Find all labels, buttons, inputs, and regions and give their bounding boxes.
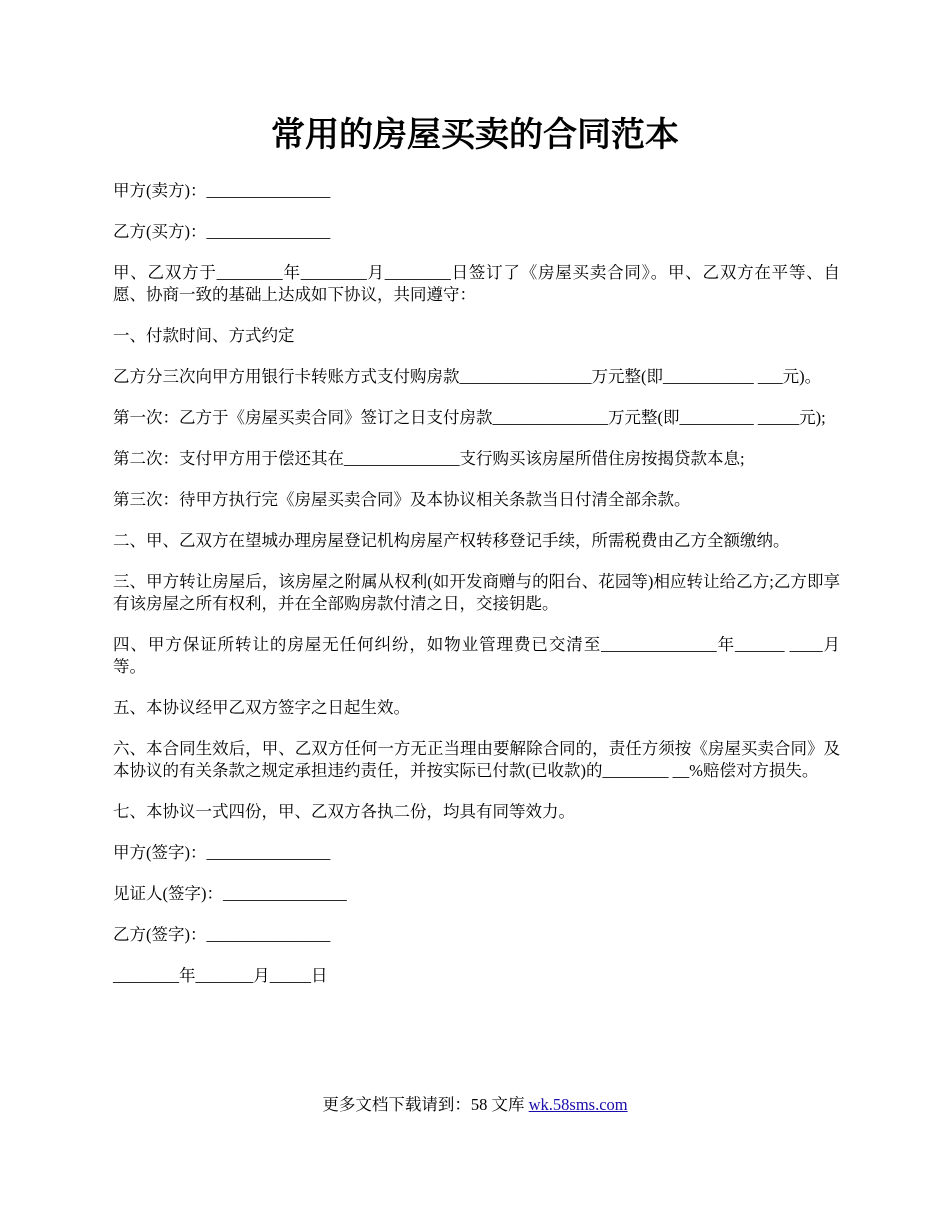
document-title: 常用的房屋买卖的合同范本	[271, 117, 679, 154]
section-3-paragraph: 三、甲方转让房屋后，该房屋之附属从权利(如开发商赠与的阳台、花园等)相应转让给乙方;乙方即享有该房屋之所有权利，并在全部购房款付清之日，交接钥匙。	[113, 572, 840, 613]
section-7-paragraph: 七、本协议一式四份，甲、乙双方各执二份，均具有同等效力。	[113, 802, 575, 821]
buyer-signature-line: 乙方(签字)：_______________	[113, 925, 331, 944]
payment-paragraph: 乙方分三次向甲方用银行卡转账方式支付购房款________________万元整(即___________ ___元)。	[113, 367, 822, 386]
section-4-paragraph: 四、甲方保证所转让的房屋无任何纠纷，如物业管理费已交清至______________年______ ____月等。	[113, 635, 840, 676]
section-1-heading: 一、付款时间、方式约定	[113, 326, 295, 345]
section-6-paragraph: 六、本合同生效后，甲、乙双方任何一方无正当理由要解除合同的，责任方须按《房屋买卖合同》及本协议的有关条款之规定承担违约责任，并按实际已付款(已收款)的________ __%赔偿对方损失。	[113, 739, 840, 780]
buyer-line: 乙方(买方)：_______________	[113, 222, 331, 241]
seller-line: 甲方(卖方)：_______________	[113, 181, 331, 200]
section-2-paragraph: 二、甲、乙双方在望城办理房屋登记机构房屋产权转移登记手续，所需税费由乙方全额缴纳。	[113, 531, 790, 550]
date-line: ________年_______月_____日	[113, 966, 328, 985]
seller-signature-line: 甲方(签字)：_______________	[113, 843, 331, 862]
footer-text: 更多文档下载请到：58 文库	[322, 1095, 529, 1114]
intro-paragraph: 甲、乙双方于________年________月________日签订了《房屋买卖合同》。甲、乙双方在平等、自愿、协商一致的基础上达成如下协议，共同遵守：	[113, 263, 840, 304]
footer	[0, 1094, 950, 1116]
section-5-paragraph: 五、本协议经甲乙双方签字之日起生效。	[113, 698, 410, 717]
third-payment-paragraph: 第三次：待甲方执行完《房屋买卖合同》及本协议相关条款当日付清全部余款。	[113, 490, 691, 509]
witness-signature-line: 见证人(签字)：_______________	[113, 884, 347, 903]
first-payment-paragraph: 第一次：乙方于《房屋买卖合同》签订之日支付房款______________万元整(即_________ _____元);	[113, 408, 826, 427]
footer-link[interactable]: wk.58sms.com	[528, 1095, 628, 1114]
document-body	[113, 180, 840, 1006]
second-payment-paragraph: 第二次：支付甲方用于偿还其在______________支行购买该房屋所借住房按揭贷款本息;	[113, 449, 745, 468]
